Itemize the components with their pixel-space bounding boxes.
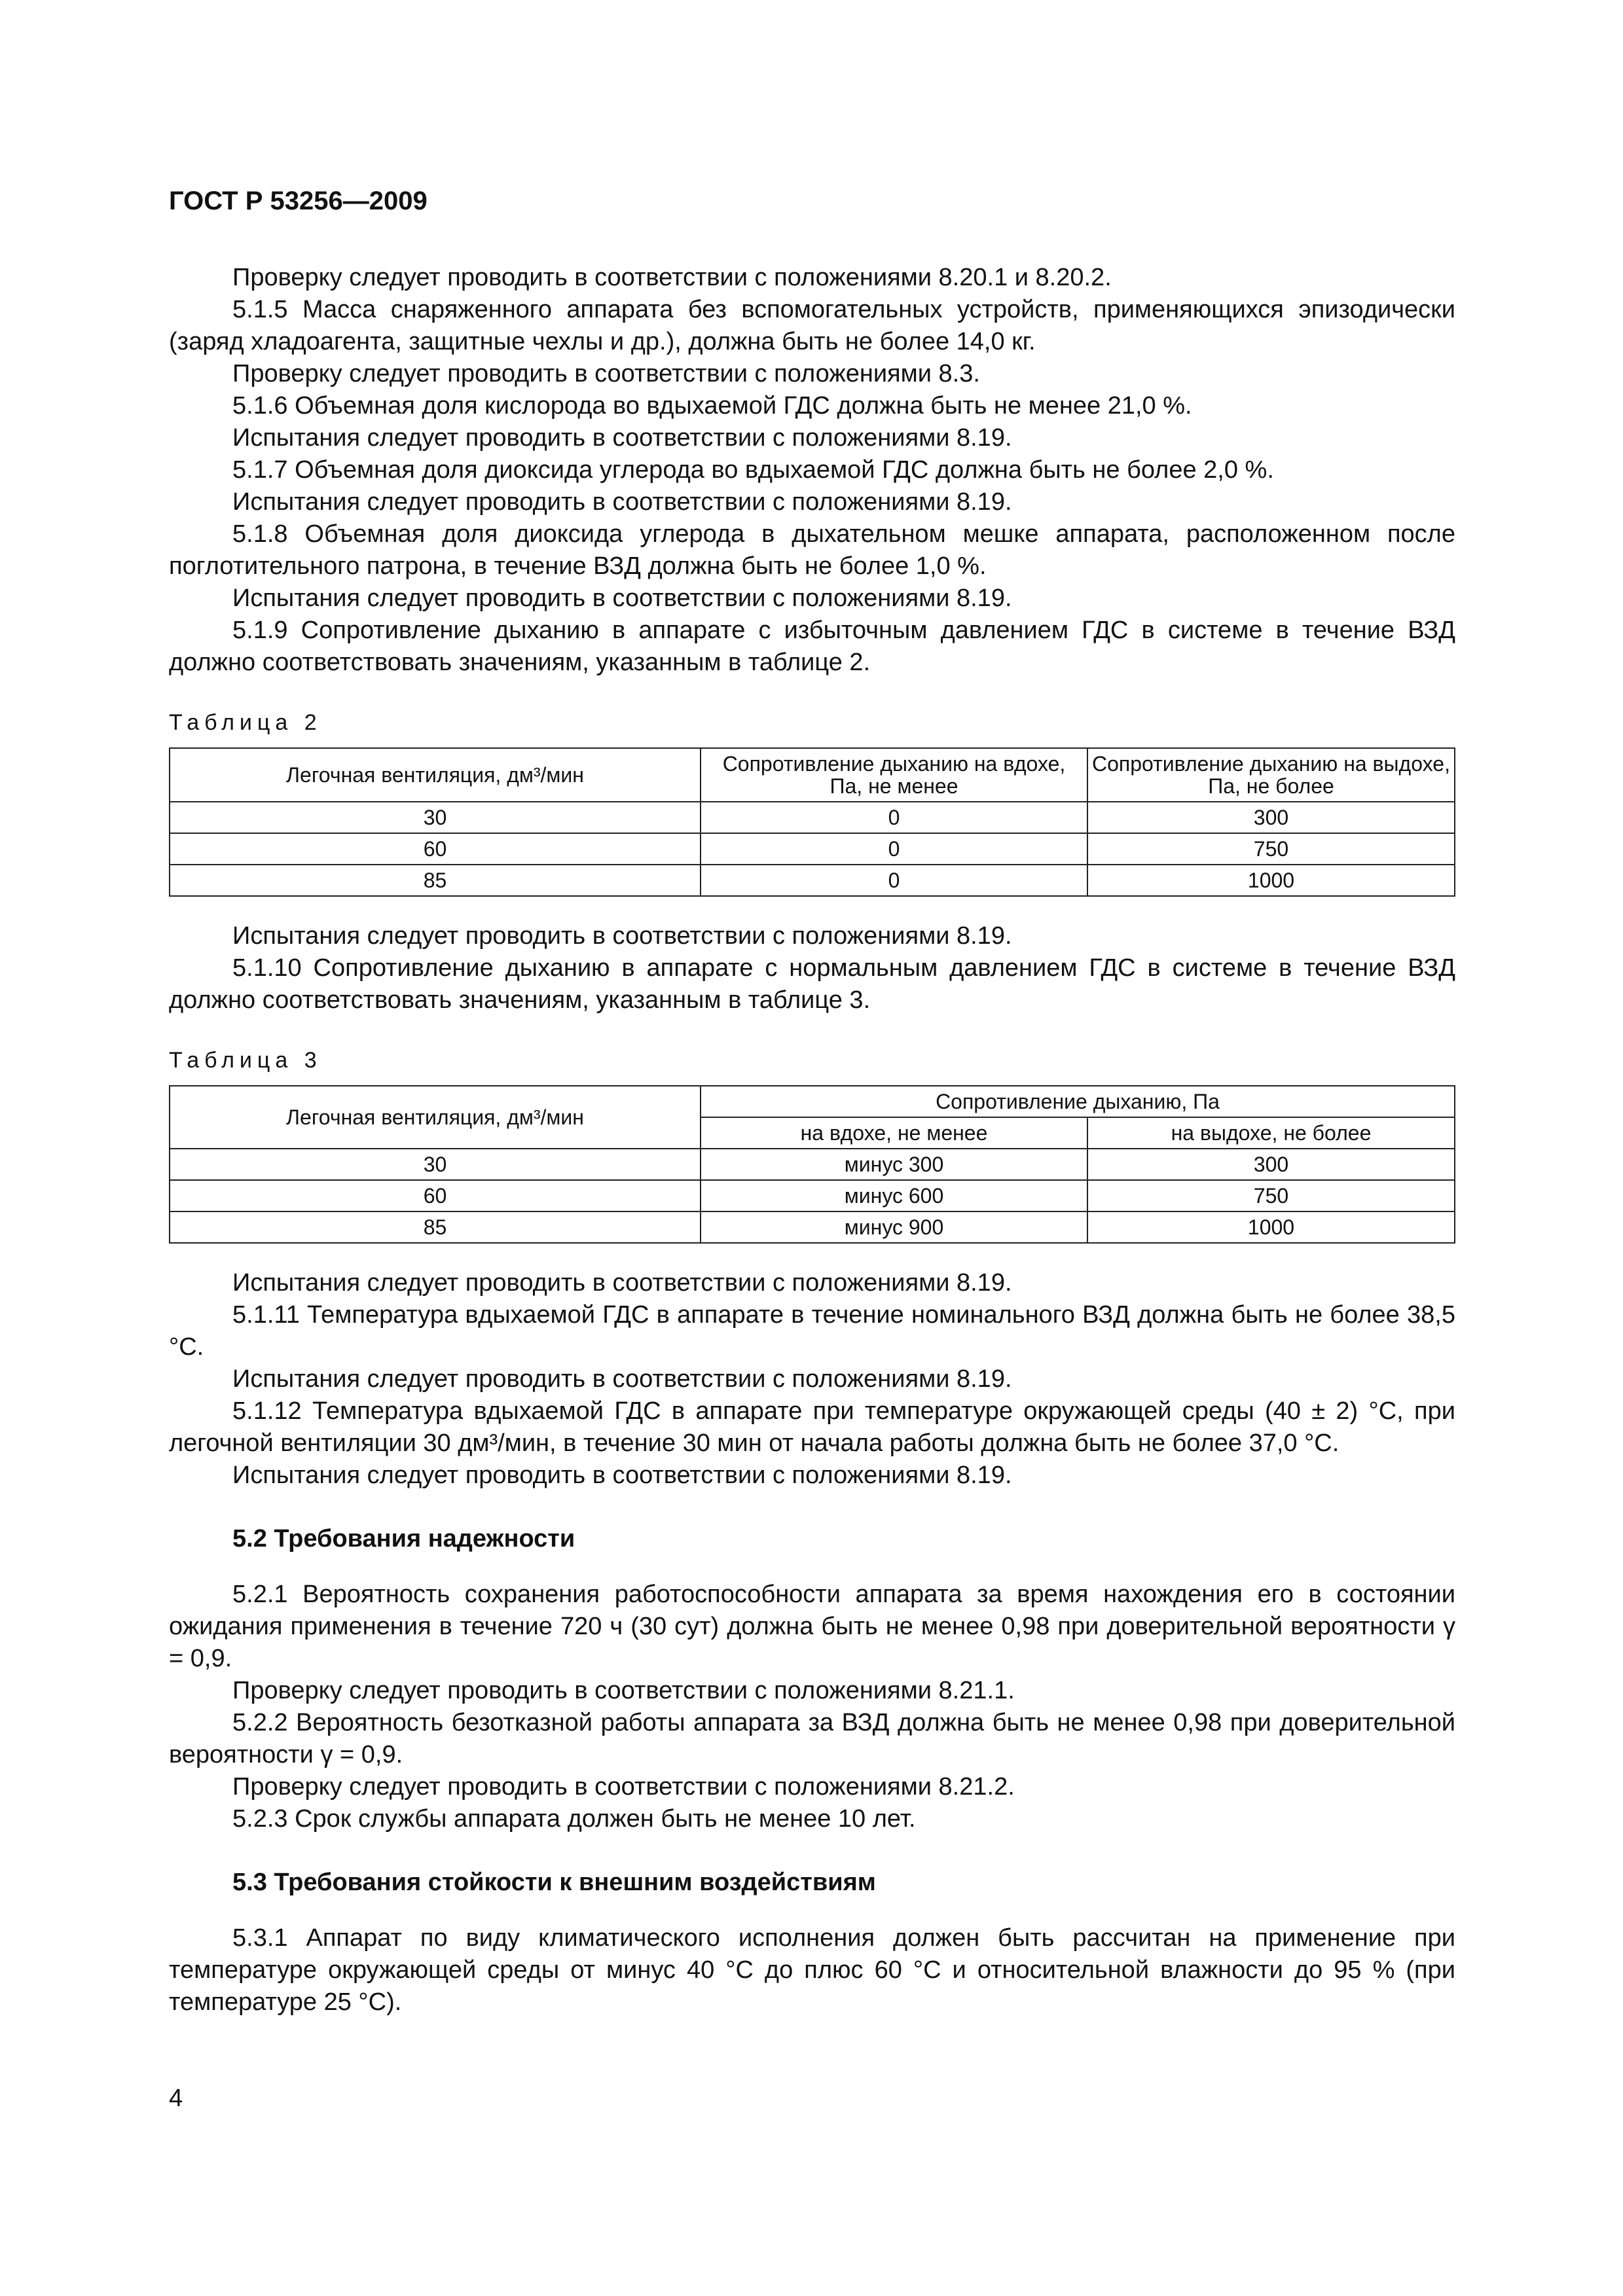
table-header-cell: на вдохе, не менее <box>701 1117 1087 1149</box>
table-header-row <box>170 748 1455 802</box>
table-cell: 0 <box>701 865 1087 896</box>
paragraph: 5.2.3 Срок службы аппарата должен быть не менее 10 лет. <box>232 1805 916 1833</box>
table-cell: 0 <box>701 802 1087 833</box>
section-heading-5-3: 5.3 Требования стойкости к внешним воздействиям <box>232 1869 876 1896</box>
page-number: 4 <box>169 2085 183 2112</box>
document-body <box>169 262 1455 2018</box>
section-heading-5-2: 5.2 Требования надежности <box>232 1525 575 1552</box>
table-header-cell: на выдохе, не более <box>1087 1117 1455 1149</box>
table2 <box>169 747 1455 897</box>
table-header-cell: Сопротивление дыханию, Па <box>701 1086 1455 1117</box>
table-header-cell: Сопротивление дыханию на вдохе, Па, не менее <box>701 748 1087 802</box>
paragraph: 5.1.8 Объемная доля диоксида углерода в дыхательном мешке аппарата, расположенном после поглотительного патрона, в течение ВЗД должна быть не более 1,0 %. <box>169 520 1455 580</box>
paragraph: 5.1.12 Температура вдыхаемой ГДС в аппарате при температуре окружающей среды (40 ± 2) °С, при легочной вентиляции 30 дм³/мин, в течение 30 мин от начала работы должна быть не более 37,0 °С. <box>169 1397 1455 1457</box>
paragraph: Испытания следует проводить в соответствии с положениями 8.19. <box>232 1269 1012 1297</box>
table-cell: 750 <box>1087 833 1455 865</box>
table-cell: 300 <box>1087 802 1455 833</box>
paragraph: 5.2.1 Вероятность сохранения работоспособности аппарата за время нахождения его в состоянии ожидания применения в течение 720 ч (30 сут) должна быть не менее 0,98 при доверительной вероятности γ = 0,9. <box>169 1581 1455 1672</box>
standard-code-header: ГОСТ Р 53256—2009 <box>169 187 428 215</box>
table2-caption: Таблица 2 <box>169 710 322 735</box>
paragraph: Проверку следует проводить в соответствии с положениями 8.21.1. <box>232 1677 1015 1704</box>
table-cell: 60 <box>170 833 701 865</box>
paragraph: 5.1.7 Объемная доля диоксида углерода во вдыхаемой ГДС должна быть не более 2,0 %. <box>232 456 1274 484</box>
table-cell: 30 <box>170 802 701 833</box>
table-header-row <box>170 1086 1455 1117</box>
paragraph: Испытания следует проводить в соответствии с положениями 8.19. <box>232 424 1012 452</box>
table-cell: 60 <box>170 1180 701 1211</box>
table-header-cell: Сопротивление дыханию на выдохе, Па, не более <box>1087 748 1455 802</box>
table-row <box>170 1149 1455 1180</box>
table-cell: минус 300 <box>701 1149 1087 1180</box>
table-header-cell: Легочная вентиляция, дм³/мин <box>170 748 701 802</box>
table-cell: 85 <box>170 865 701 896</box>
table-cell: 85 <box>170 1211 701 1243</box>
paragraph: Испытания следует проводить в соответствии с положениями 8.19. <box>232 584 1012 612</box>
table3-caption: Таблица 3 <box>169 1048 322 1073</box>
table-row <box>170 1211 1455 1243</box>
paragraph: 5.2.2 Вероятность безотказной работы аппарата за ВЗД должна быть не менее 0,98 при доверительной вероятности γ = 0,9. <box>169 1709 1455 1768</box>
paragraph: 5.1.9 Сопротивление дыханию в аппарате с избыточным давлением ГДС в системе в течение ВЗД должно соответствовать значениям, указанным в таблице 2. <box>169 617 1455 676</box>
table-row <box>170 833 1455 865</box>
table-cell: минус 600 <box>701 1180 1087 1211</box>
table-row <box>170 1180 1455 1211</box>
table-cell: 0 <box>701 833 1087 865</box>
paragraph: Испытания следует проводить в соответствии с положениями 8.19. <box>232 488 1012 516</box>
table-cell: 750 <box>1087 1180 1455 1211</box>
paragraph: Испытания следует проводить в соответствии с положениями 8.19. <box>232 1462 1012 1489</box>
paragraph: Испытания следует проводить в соответствии с положениями 8.19. <box>232 922 1012 950</box>
table-cell: минус 900 <box>701 1211 1087 1243</box>
paragraph: 5.3.1 Аппарат по виду климатического исполнения должен быть рассчитан на применение при температуре окружающей среды от минус 40 °С до плюс 60 °С и относительной влажности до 95 % (при температуре 25 °С). <box>169 1924 1455 2016</box>
paragraph: 5.1.11 Температура вдыхаемой ГДС в аппарате в течение номинального ВЗД должна быть не более 38,5 °С. <box>169 1301 1455 1361</box>
table-header-cell: Легочная вентиляция, дм³/мин <box>170 1086 701 1149</box>
paragraph: 5.1.5 Масса снаряженного аппарата без вспомогательных устройств, применяющихся эпизодически (заряд хладоагента, защитные чехлы и др.), должна быть не более 14,0 кг. <box>169 296 1455 355</box>
table-row <box>170 802 1455 833</box>
table-cell: 1000 <box>1087 865 1455 896</box>
paragraph: Проверку следует проводить в соответствии с положениями 8.3. <box>232 360 980 387</box>
paragraph: Проверку следует проводить в соответствии с положениями 8.21.2. <box>232 1773 1015 1801</box>
paragraph: 5.1.6 Объемная доля кислорода во вдыхаемой ГДС должна быть не менее 21,0 %. <box>232 392 1192 420</box>
table-cell: 30 <box>170 1149 701 1180</box>
table-row <box>170 865 1455 896</box>
paragraph: Проверку следует проводить в соответствии с положениями 8.20.1 и 8.20.2. <box>232 264 1112 291</box>
table3 <box>169 1085 1455 1244</box>
paragraph: 5.1.10 Сопротивление дыханию в аппарате с нормальным давлением ГДС в системе в течение ВЗД должно соответствовать значениям, указанным в таблице 3. <box>169 954 1455 1014</box>
paragraph: Испытания следует проводить в соответствии с положениями 8.19. <box>232 1365 1012 1393</box>
table-cell: 1000 <box>1087 1211 1455 1243</box>
table-cell: 300 <box>1087 1149 1455 1180</box>
